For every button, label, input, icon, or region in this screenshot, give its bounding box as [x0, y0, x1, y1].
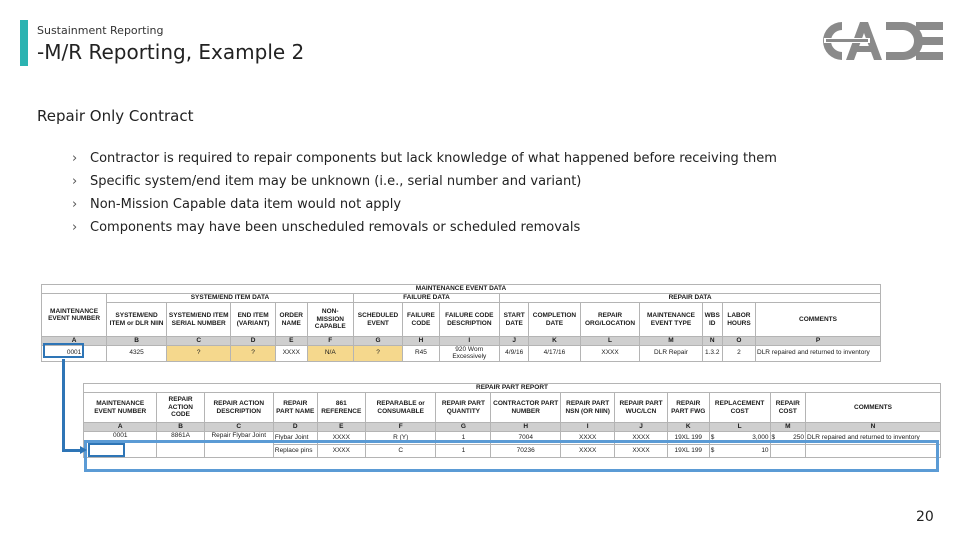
column-header: COMPLETION DATE — [529, 303, 580, 337]
table-cell: ? — [353, 345, 403, 361]
column-header: REPLACEMENT COST — [709, 393, 770, 423]
column-letter: O — [722, 337, 755, 346]
table-row — [42, 345, 881, 361]
column-header: NON-MISSION CAPABLE — [307, 303, 353, 337]
table-cell: DLR repaired and returned to inventory — [756, 345, 881, 361]
table-cell: ? — [231, 345, 275, 361]
table-cell: 920 Worn Excessively — [439, 345, 500, 361]
column-letter: J — [500, 337, 529, 346]
table-cell: XXXX — [615, 431, 667, 444]
group-header: FAILURE DATA — [353, 294, 499, 303]
bullet-list — [72, 147, 777, 239]
table-cell: XXXX — [561, 444, 615, 457]
column-header: COMMENTS — [756, 303, 881, 337]
page-number: 20 — [916, 509, 934, 525]
table-cell: 1 — [436, 444, 491, 457]
chevron-right-icon: › — [72, 220, 78, 235]
column-header: REPARABLE or CONSUMABLE — [365, 393, 435, 423]
arrow-right-icon — [80, 446, 87, 454]
chevron-right-icon: › — [72, 197, 78, 212]
table-cell: XXXX — [561, 431, 615, 444]
connector-line — [62, 449, 82, 452]
column-header: MAINTENANCE EVENT NUMBER — [42, 294, 107, 337]
column-letter: H — [491, 423, 561, 432]
table-cell: $ — [709, 431, 724, 444]
column-header: REPAIR PART QUANTITY — [436, 393, 491, 423]
table-cell: XXXX — [615, 444, 667, 457]
table-cell: 10 — [724, 444, 770, 457]
column-letter: M — [640, 337, 702, 346]
column-letter: B — [107, 337, 167, 346]
table-cell: 19XL 199 — [667, 431, 709, 444]
column-letter: N — [806, 423, 941, 432]
table-cell: XXXX — [317, 444, 365, 457]
column-header: COMMENTS — [806, 393, 941, 423]
table-cell: N/A — [307, 345, 353, 361]
table-cell: 4/17/16 — [529, 345, 580, 361]
table-cell: ? — [166, 345, 230, 361]
column-header: SCHEDULED EVENT — [353, 303, 403, 337]
table-cell: $ — [709, 444, 724, 457]
highlight-box — [84, 440, 939, 472]
column-letter: E — [275, 337, 307, 346]
column-letter: F — [307, 337, 353, 346]
list-item: › Contractor is required to repair components but lack knowledge of what happened before receiving them — [72, 147, 777, 170]
column-letter: L — [580, 337, 640, 346]
column-letter: J — [615, 423, 667, 432]
column-header: END ITEM (VARIANT) — [231, 303, 275, 337]
table-cell: 0001 — [84, 431, 157, 457]
table-cell: 4/9/16 — [500, 345, 529, 361]
table-title: MAINTENANCE EVENT DATA — [42, 285, 881, 294]
table-cell: 3,000 — [724, 431, 770, 444]
column-letter: D — [273, 423, 317, 432]
table-cell: XXXX — [275, 345, 307, 361]
table-cell: 8861A — [157, 431, 204, 457]
highlight-box — [43, 343, 84, 358]
column-header: REPAIR PART NSN (OR NIIN) — [561, 393, 615, 423]
column-letter: K — [667, 423, 709, 432]
column-letter: I — [439, 337, 500, 346]
table-cell: XXXX — [580, 345, 640, 361]
column-letter: K — [529, 337, 580, 346]
table-cell: R45 — [403, 345, 439, 361]
column-letter: C — [204, 423, 273, 432]
table-cell: DLR repaired and returned to inventory — [806, 431, 941, 444]
column-letter: B — [157, 423, 204, 432]
column-letter: P — [756, 337, 881, 346]
table-cell: 2 — [722, 345, 755, 361]
table-cell: 4325 — [107, 345, 167, 361]
chevron-right-icon: › — [72, 151, 78, 166]
column-header: FAILURE CODE — [403, 303, 439, 337]
table-cell: Repair Flybar Joint — [204, 431, 273, 457]
column-header: REPAIR COST — [770, 393, 805, 423]
column-header: REPAIR PART NAME — [273, 393, 317, 423]
column-letter: A — [84, 423, 157, 432]
group-header: REPAIR DATA — [500, 294, 881, 303]
column-header: SYSTEM/END ITEM or DLR NIIN — [107, 303, 167, 337]
table-cell: 1 — [436, 431, 491, 444]
table-cell: Flybar Joint — [273, 431, 317, 444]
table-cell: 1.3.2 — [702, 345, 722, 361]
cade-logo — [812, 16, 946, 66]
column-header: FAILURE CODE DESCRIPTION — [439, 303, 500, 337]
column-header: START DATE — [500, 303, 529, 337]
column-header: SYSTEM/END ITEM SERIAL NUMBER — [166, 303, 230, 337]
column-header: REPAIR PART WUC/LCN — [615, 393, 667, 423]
column-letter: F — [365, 423, 435, 432]
column-letter: D — [231, 337, 275, 346]
table-cell: Replace pins — [273, 444, 317, 457]
column-letter: I — [561, 423, 615, 432]
column-letter: M — [770, 423, 805, 432]
column-header: CONTRACTOR PART NUMBER — [491, 393, 561, 423]
table-title: REPAIR PART REPORT — [84, 384, 941, 393]
table-cell: 70236 — [491, 444, 561, 457]
list-item: › Components may have been unscheduled removals or scheduled removals — [72, 216, 777, 239]
page-title: -M/R Reporting, Example 2 — [37, 40, 305, 64]
supertitle: Sustainment Reporting — [37, 24, 164, 37]
column-header: REPAIR ACTION DESCRIPTION — [204, 393, 273, 423]
column-header: MAINTENANCE EVENT NUMBER — [84, 393, 157, 423]
column-letter: L — [709, 423, 770, 432]
column-header: REPAIR ACTION CODE — [157, 393, 204, 423]
group-header: SYSTEM/END ITEM DATA — [107, 294, 354, 303]
column-header: 861 REFERENCE — [317, 393, 365, 423]
table-cell: 250 — [781, 431, 805, 444]
table-cell: XXXX — [317, 431, 365, 444]
column-letter: A — [42, 337, 107, 346]
column-letter: E — [317, 423, 365, 432]
chevron-right-icon: › — [72, 174, 78, 189]
column-header: WBS ID — [702, 303, 722, 337]
column-header: ORDER NAME — [275, 303, 307, 337]
column-letter: G — [353, 337, 403, 346]
section-heading: Repair Only Contract — [37, 107, 194, 125]
table-cell: DLR Repair — [640, 345, 702, 361]
column-header: MAINTENANCE EVENT TYPE — [640, 303, 702, 337]
maintenance-event-table — [41, 284, 881, 362]
column-header: REPAIR PART FWG — [667, 393, 709, 423]
column-letter: H — [403, 337, 439, 346]
list-item: › Non-Mission Capable data item would not apply — [72, 193, 777, 216]
connector-line — [62, 359, 65, 449]
table-cell: C — [365, 444, 435, 457]
table-cell: 19XL 199 — [667, 444, 709, 457]
table-cell: $ — [770, 431, 781, 444]
column-header: LABOR HOURS — [722, 303, 755, 337]
column-letter: N — [702, 337, 722, 346]
table-cell: 0001 — [42, 345, 107, 361]
column-letter: G — [436, 423, 491, 432]
column-header: REPAIR ORG/LOCATION — [580, 303, 640, 337]
list-item: › Specific system/end item may be unknown (i.e., serial number and variant) — [72, 170, 777, 193]
highlight-box — [88, 443, 125, 457]
title-accent-bar — [20, 20, 28, 66]
table-cell: 7004 — [491, 431, 561, 444]
table-cell: R (Y) — [365, 431, 435, 444]
column-letter: C — [166, 337, 230, 346]
